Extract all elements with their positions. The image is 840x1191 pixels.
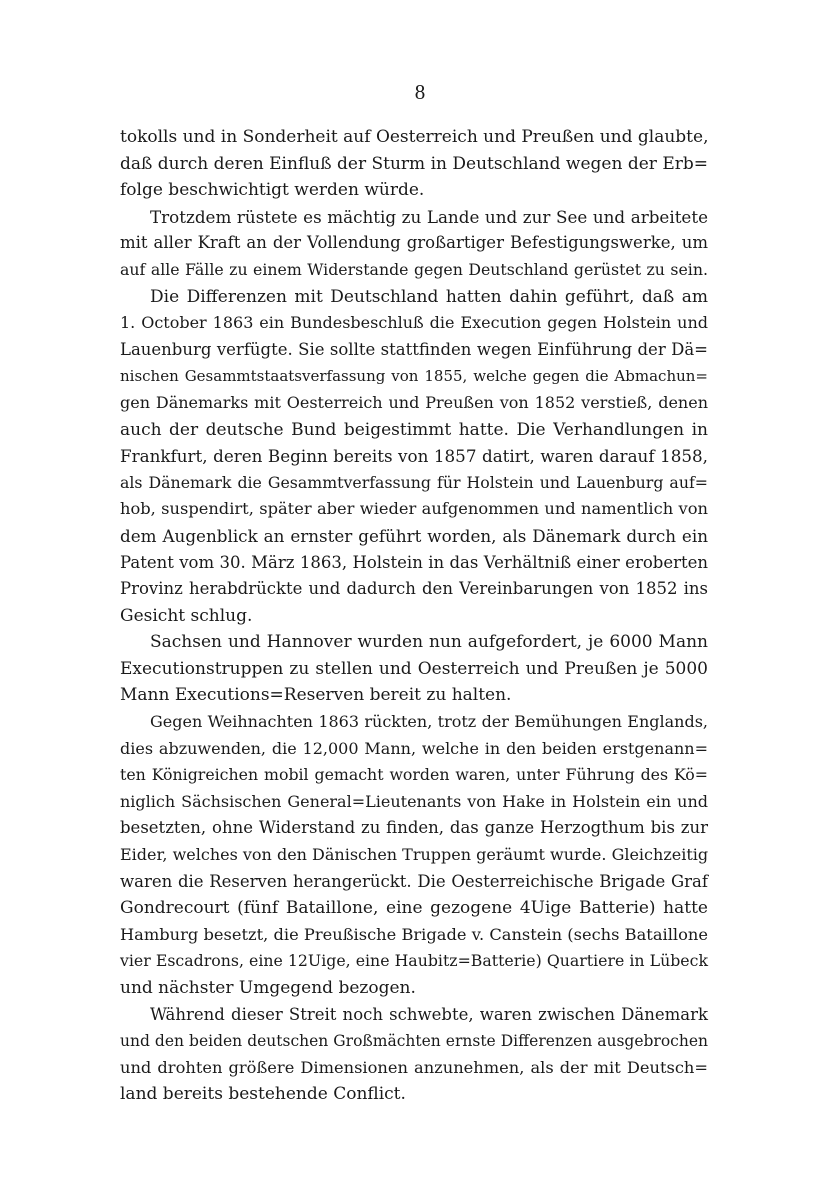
text-line: und den beiden deutschen Großmächten ernste Differenzen ausgebrochen — [120, 1032, 708, 1051]
text-line: Lauenburg verfügte. Sie sollte stattfinden wegen Einführung der Dä= — [120, 339, 708, 359]
text-line: als Dänemark die Gesammtverfassung für Holstein und Lauenburg auf= — [120, 472, 708, 492]
text-line: Provinz herabdrückte und dadurch den Vereinbarungen von 1852 ins — [120, 579, 708, 599]
paragraph — [120, 1002, 708, 1108]
text-line: vier Escadrons, eine 12Uige, eine Haubitz=Batterie) Quartiere in Lübeck — [120, 951, 708, 971]
text-line: Frankfurt, deren Beginn bereits von 1857 datirt, waren darauf 1858, — [120, 446, 708, 467]
text-line: dies abzuwenden, die 12,000 Mann, welche in den beiden erstgenann= — [120, 738, 708, 758]
paragraph — [120, 124, 708, 204]
text-line: waren die Reserven herangerückt. Die Oesterreichische Brigade Graf — [120, 871, 708, 891]
text-line: und drohten größere Dimensionen anzunehmen, als der mit Deutsch= — [120, 1057, 708, 1077]
paragraph — [120, 284, 708, 630]
text-line: Hamburg besetzt, die Preußische Brigade v. Canstein (sechs Bataillone — [120, 924, 708, 944]
text-line: dem Augenblick an ernster geführt worden, als Dänemark durch ein — [120, 525, 708, 546]
text-line: 1. October 1863 ein Bundesbeschluß die Execution gegen Holstein und — [120, 313, 708, 333]
text-line: Die Differenzen mit Deutschland hatten dahin geführt, daß am — [150, 286, 708, 307]
paragraph — [120, 709, 708, 1002]
text-line: Sachsen und Hannover wurden nun aufgefordert, je 6000 Mann — [150, 632, 708, 653]
text-line: besetzten, ohne Widerstand zu finden, das ganze Herzogthum bis zur — [120, 818, 708, 838]
text-line: Gondrecourt (fünf Bataillone, eine gezogene 4Uige Batterie) hatte — [120, 898, 708, 919]
paragraph — [120, 204, 708, 284]
text-line: Gesicht schlug. — [120, 605, 253, 626]
text-line: hob, suspendirt, später aber wieder aufgenommen und namentlich von — [120, 499, 708, 519]
text-line: und nächster Umgegend bezogen. — [120, 978, 416, 998]
body-text — [120, 124, 708, 1108]
text-line: Executionstruppen zu stellen und Oesterreich und Preußen je 5000 — [120, 658, 708, 679]
text-line: nischen Gesammtstaatsverfassung von 1855, welche gegen die Abmachun= — [120, 367, 708, 386]
text-line: ten Königreichen mobil gemacht worden waren, unter Führung des Kö= — [120, 765, 708, 785]
text-line: Eider, welches von den Dänischen Truppen geräumt wurde. Gleichzeitig — [120, 845, 709, 865]
text-line: mit aller Kraft an der Vollendung großartiger Befestigungswerke, um — [120, 233, 708, 253]
text-line: Während dieser Streit noch schwebte, waren zwischen Dänemark — [150, 1004, 708, 1024]
text-line: folge beschwichtigt werden würde. — [120, 180, 425, 201]
text-line: auf alle Fälle zu einem Widerstande gegen Deutschland gerüstet zu sein. — [120, 259, 708, 279]
text-line: Mann Executions=Reserven bereit zu halten. — [120, 685, 512, 706]
paragraph — [120, 629, 708, 709]
text-line: Trotzdem rüstete es mächtig zu Lande und zur See und arbeitete — [150, 206, 708, 227]
text-line: land bereits bestehende Conflict. — [120, 1084, 406, 1105]
text-line: daß durch deren Einfluß der Sturm in Deutschland wegen der Erb= — [120, 153, 708, 174]
text-line: auch der deutsche Bund beigestimmt hatte. Die Verhandlungen in — [120, 419, 708, 440]
text-line: Gegen Weihnachten 1863 rückten, trotz der Bemühungen Englands, — [150, 712, 708, 732]
text-line: niglich Sächsischen General=Lieutenants von Hake in Holstein ein und — [120, 791, 708, 811]
text-line: Patent vom 30. März 1863, Holstein in das Verhältniß einer eroberten — [120, 552, 708, 572]
text-line: gen Dänemarks mit Oesterreich und Preußen von 1852 verstieß, denen — [120, 392, 708, 412]
page-number: 8 — [414, 80, 426, 104]
text-line: tokolls und in Sonderheit auf Oesterreich und Preußen und glaubte, — [120, 127, 709, 147]
